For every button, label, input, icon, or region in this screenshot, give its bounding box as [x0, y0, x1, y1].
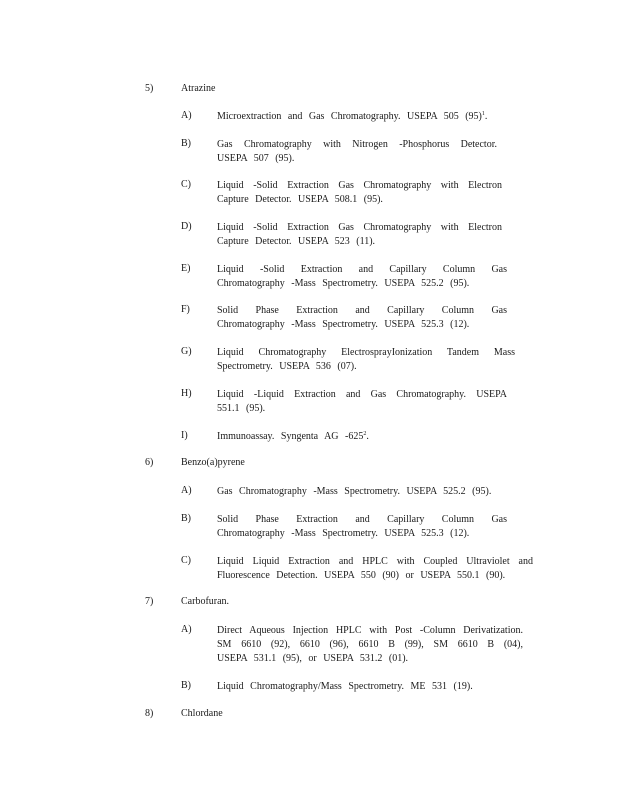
- item-text: Solid Phase Extraction and Capillary Column Gas Chromatography -Mass Spectrometry. USEPA 525.3 (12).: [217, 305, 507, 330]
- item-text-tail: .: [484, 111, 488, 122]
- item-text: Liquid Chromatography/Mass Spectrometry. ME 531 (19).: [217, 681, 473, 692]
- item-letter: B): [181, 138, 191, 149]
- section-number: 7): [145, 596, 154, 607]
- item-letter: B): [181, 680, 191, 691]
- item-text: Liquid -Solid Extraction Gas Chromatography with Electron Capture Detector. USEPA 508.1 (95).: [217, 180, 502, 205]
- section-title: Carbofuran.: [181, 596, 230, 607]
- item-letter: F): [181, 304, 190, 315]
- item-text: Liquid Liquid Extraction and HPLC with Coupled Ultraviolet and Fluorescence Detection. USEPA 550 (90) or USEPA 550.1 (90).: [217, 556, 533, 581]
- item-letter: D): [181, 221, 192, 232]
- item-text: Gas Chromatography -Mass Spectrometry. USEPA 525.2 (95).: [217, 486, 492, 497]
- item-text: [217, 110, 517, 124]
- section-title: Chlordane: [181, 708, 223, 719]
- item-letter: H): [181, 388, 192, 399]
- item-text: Liquid -Solid Extraction and Capillary Column Gas Chromatography -Mass Spectrometry. USEPA 525.2 (95).: [217, 264, 507, 289]
- section-title: Benzo(a)pyrene: [181, 457, 245, 468]
- item-text: Liquid -Liquid Extraction and Gas Chromatography. USEPA 551.1 (95).: [217, 389, 507, 414]
- item-text: Direct Aqueous Injection HPLC with Post -Column Derivatization. SM 6610 (92), 6610 (96), 6610 B (99), SM 6610 B (04), USEPA 531.1 (95), or USEPA 531.2 (01).: [217, 625, 523, 664]
- item-text: Liquid -Solid Extraction Gas Chromatography with Electron Capture Detector. USEPA 523 (11).: [217, 222, 502, 247]
- item-text: Liquid Chromatography ElectrosprayIonization Tandem Mass Spectrometry. USEPA 536 (07).: [217, 347, 515, 372]
- item-text: [217, 430, 517, 444]
- footnote-marker: 2: [363, 431, 367, 437]
- item-letter: A): [181, 624, 192, 635]
- item-text-main: Microextraction and Gas Chromatography. USEPA 505 (95): [217, 111, 482, 122]
- item-letter: B): [181, 513, 191, 524]
- item-letter: C): [181, 555, 191, 566]
- item-letter: I): [181, 430, 188, 441]
- item-letter: A): [181, 110, 192, 121]
- item-letter: A): [181, 485, 192, 496]
- footnote-marker: 1: [481, 111, 485, 117]
- item-text-main: Immunoassay. Syngenta AG -625: [217, 431, 364, 442]
- item-text-tail: .: [366, 431, 369, 442]
- section-number: 6): [145, 457, 154, 468]
- section-number: 8): [145, 708, 154, 719]
- item-letter: C): [181, 179, 191, 190]
- item-text: Gas Chromatography with Nitrogen -Phosphorus Detector. USEPA 507 (95).: [217, 139, 497, 164]
- item-letter: G): [181, 346, 192, 357]
- section-number: 5): [145, 83, 154, 94]
- item-letter: E): [181, 263, 191, 274]
- item-text: Solid Phase Extraction and Capillary Column Gas Chromatography -Mass Spectrometry. USEPA 525.3 (12).: [217, 514, 507, 539]
- section-title: Atrazine: [181, 83, 216, 94]
